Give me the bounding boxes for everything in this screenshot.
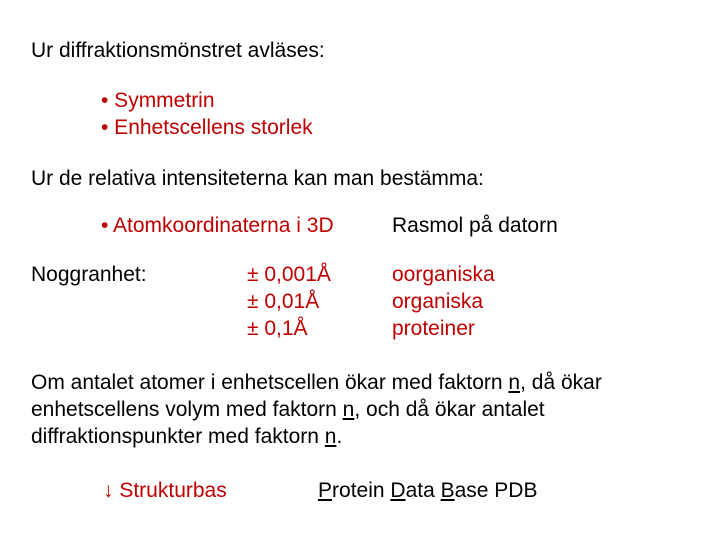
strukturbas-line <box>103 479 227 503</box>
pdb-text: rotein <box>332 479 391 502</box>
bullet-atom-coordinates: • Atomkoordinaterna i 3D <box>101 214 334 237</box>
paragraph-text: , och då ökar antalet <box>354 398 545 421</box>
paragraph-text: enhetscellens volym med faktorn <box>31 398 343 421</box>
paragraph-text: , då ökar <box>520 371 602 394</box>
paragraph-line-1 <box>31 369 701 396</box>
pdb-initial-p: P <box>318 479 333 502</box>
precision-category: proteiner <box>392 317 475 340</box>
pdb-initial-d: D <box>390 479 406 502</box>
precision-value: ± 0,001Å <box>247 263 331 286</box>
factor-n: n <box>508 371 521 394</box>
precision-label: Noggranhet: <box>31 263 147 286</box>
precision-category: organiska <box>392 290 484 313</box>
precision-category: oorganiska <box>392 263 495 286</box>
paragraph-line-2 <box>31 396 701 423</box>
arrow-down-icon: ↓ <box>103 479 114 502</box>
paragraph-text: Om antalet atomer i enhetscellen ökar med faktorn <box>31 371 509 394</box>
scaling-paragraph <box>31 369 701 450</box>
paragraph-line-3 <box>31 423 701 450</box>
precision-value: ± 0,01Å <box>247 290 320 313</box>
factor-n: n <box>342 398 355 421</box>
pdb-initial-b: B <box>440 479 455 502</box>
paragraph-text: . <box>336 425 343 448</box>
strukturbas-label: Strukturbas <box>119 479 227 502</box>
tool-rasmol: Rasmol på datorn <box>392 214 558 237</box>
protein-data-bank <box>318 479 537 503</box>
heading-diffraction: Ur diffraktionsmönstret avläses: <box>31 39 325 62</box>
paragraph-text: diffraktionspunkter med faktorn <box>31 425 325 448</box>
precision-value: ± 0,1Å <box>247 317 308 340</box>
pdb-text: ata <box>405 479 441 502</box>
factor-n: n <box>324 425 337 448</box>
bullet-symmetry: • Symmetrin <box>101 89 215 112</box>
pdb-text: ase PDB <box>454 479 538 502</box>
bullet-unit-cell-size: • Enhetscellens storlek <box>101 116 313 139</box>
heading-intensities: Ur de relativa intensiteterna kan man bestämma: <box>31 167 484 190</box>
